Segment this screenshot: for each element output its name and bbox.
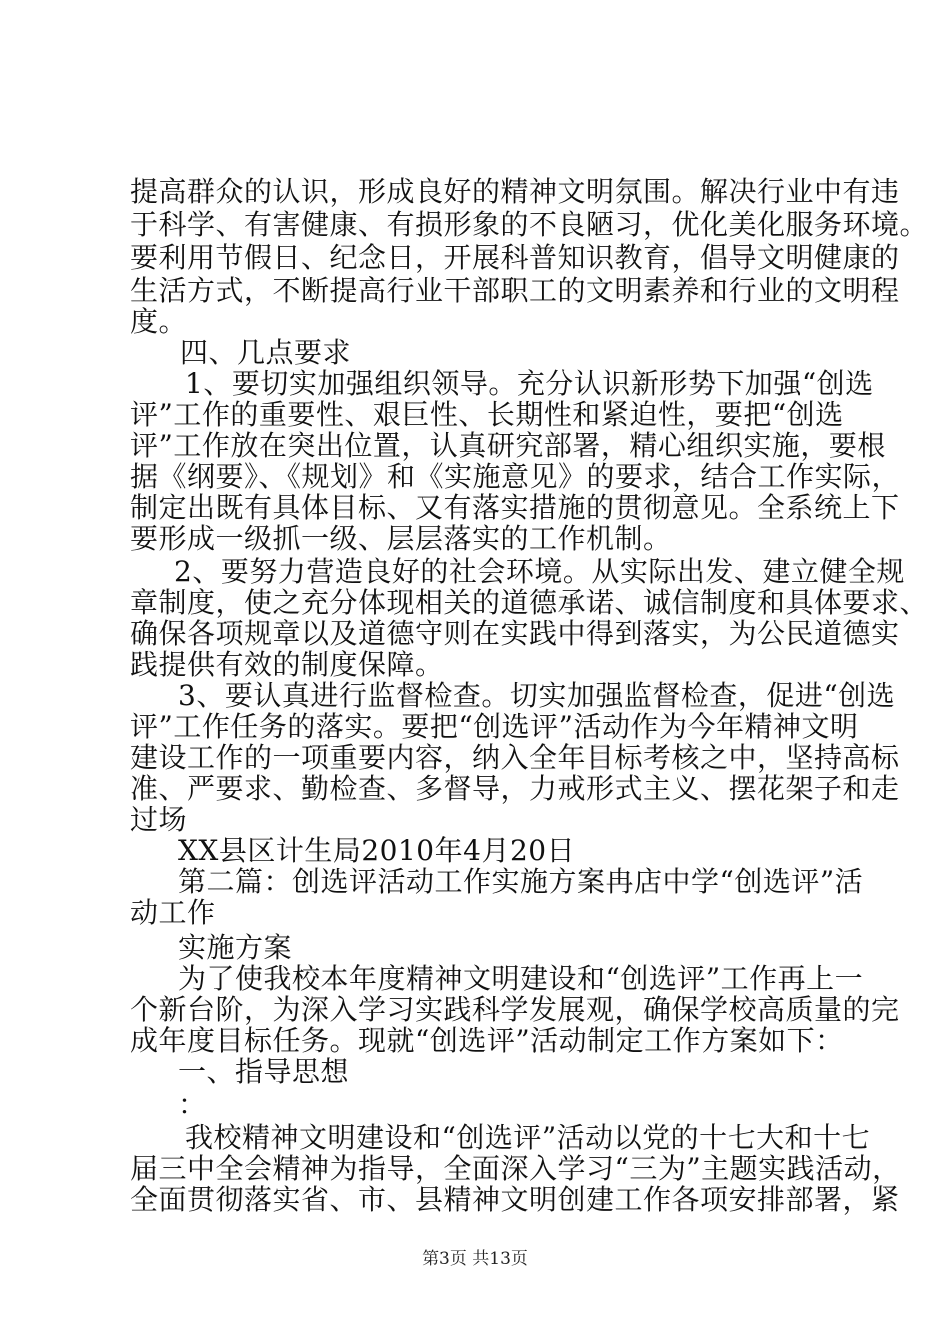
text-line: 届三中全会精神为指导，全面深入学习“三为”主题实践活动，	[130, 1152, 901, 1185]
text-line: 动工作	[130, 896, 216, 929]
signature-date-line: XX县区计生局2010年4月20日	[178, 834, 576, 867]
text-line: 为了使我校本年度精神文明建设和“创选评”工作再上一	[178, 962, 864, 995]
text-line: 生活方式，不断提高行业干部职工的文明素养和行业的文明程	[130, 274, 900, 307]
page-number: 第3页 共13页	[422, 1249, 528, 1269]
text-line: 评”工作放在突出位置，认真研究部署，精心组织实施，要根	[130, 429, 886, 462]
section-title: 第二篇：创选评活动工作实施方案冉店中学“创选评”活	[178, 865, 864, 898]
text-line: 践提供有效的制度保障。	[130, 648, 444, 681]
text-line: 准、严要求、勤检查、多督导，力戒形式主义、摆花架子和走	[130, 772, 900, 805]
text-line: 3、要认真进行监督检查。切实加强监督检查，促进“创选	[178, 679, 896, 712]
text-line: 评”工作的重要性、艰巨性、长期性和紧迫性，要把“创选	[130, 398, 844, 431]
text-line: 于科学、有害健康、有损形象的不良陋习，优化美化服务环境。	[130, 208, 929, 241]
text-line: 度。	[130, 305, 188, 338]
text-line: 提高群众的认识，形成良好的精神文明氛围。解决行业中有违	[130, 175, 900, 208]
text-line: 章制度，使之充分体现相关的道德承诺、诚信制度和具体要求、	[130, 586, 929, 619]
text-line: ：	[178, 1088, 207, 1121]
text-line: 评”工作任务的落实。要把“创选评”活动作为今年精神文明	[130, 710, 859, 743]
section-heading: 四、几点要求	[180, 336, 352, 369]
text-line: 确保各项规章以及道德守则在实践中得到落实，为公民道德实	[130, 617, 900, 650]
text-line: 制定出既有具体目标、又有落实措施的贯彻意见。全系统上下	[130, 491, 900, 524]
text-line: 要形成一级抓一级、层层落实的工作机制。	[130, 522, 672, 555]
text-line: 过场	[130, 803, 188, 836]
text-line: 据《纲要》、《规划》和《实施意见》的要求，结合工作实际，	[130, 460, 901, 493]
text-line: 我校精神文明建设和“创选评”活动以党的十七大和十七	[185, 1121, 871, 1154]
text-line: 1、要切实加强组织领导。充分认识新形势下加强“创选	[185, 367, 874, 400]
text-line: 2、要努力营造良好的社会环境。从实际出发、建立健全规	[174, 555, 905, 588]
text-line: 全面贯彻落实省、市、县精神文明创建工作各项安排部署，紧	[130, 1183, 900, 1216]
section-heading: 一、指导思想	[178, 1055, 350, 1088]
subtitle: 实施方案	[178, 931, 293, 964]
text-line: 要利用节假日、纪念日，开展科普知识教育，倡导文明健康的	[130, 241, 900, 274]
text-line: 个新台阶，为深入学习实践科学发展观，确保学校高质量的完	[130, 993, 900, 1026]
text-line: 成年度目标任务。现就“创选评”活动制定工作方案如下：	[130, 1024, 844, 1057]
text-line: 建设工作的一项重要内容，纳入全年目标考核之中，坚持高标	[130, 741, 900, 774]
